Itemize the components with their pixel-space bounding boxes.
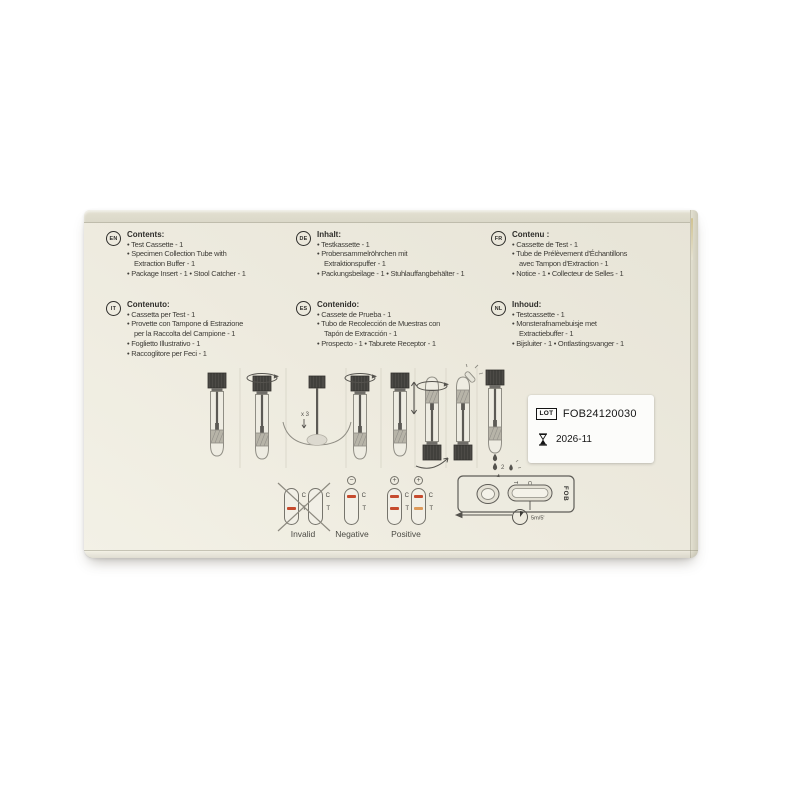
contents-lines-es [317, 310, 440, 349]
box-side-edge [690, 210, 698, 558]
dip-arrow-icon [302, 419, 306, 428]
contents-line: Extractiebuffer - 1 [519, 329, 574, 339]
control-line [390, 495, 399, 498]
lot-sticker [528, 395, 654, 463]
contents-line: • Cassete de Prueba - 1 [317, 309, 392, 319]
contents-line: • Foglietto Illustrativo - 1 [127, 338, 201, 348]
result-window [411, 488, 433, 525]
contents-block-en [106, 230, 298, 279]
contents-block-nl [491, 300, 683, 349]
cassette-fob-label: FOB [562, 486, 569, 502]
contents-line: • Cassette de Test - 1 [512, 239, 578, 249]
cassette-diagram [454, 460, 588, 534]
window-letter-c: C [404, 493, 409, 499]
window-letter-c: C [361, 493, 366, 499]
contents-line: per la Raccolta del Campione - 1 [134, 329, 236, 339]
result-label-positive: Positive [391, 529, 421, 539]
window-letter-t: T [302, 506, 306, 512]
timer-clock-icon [513, 510, 528, 525]
cassette-letter-t: T [512, 481, 518, 485]
sample-drop-icon [509, 460, 521, 471]
contents-block-es [296, 300, 488, 349]
contents-line: • Tube de Prélèvement d'Échantillons [512, 249, 628, 259]
hourglass-expiry-icon [538, 433, 548, 446]
contents-line: • Raccoglitore per Feci - 1 [127, 348, 207, 358]
minus-symbol-icon: − [347, 476, 356, 485]
contents-line: avec Tampon d'Extraction - 1 [519, 259, 609, 269]
result-window [387, 488, 409, 525]
expiry-date: 2026-11 [556, 433, 592, 445]
contents-line: • Provette con Tampone di Estrazione [127, 319, 244, 329]
box-lid-fold [84, 210, 698, 223]
tube-step-closed [208, 373, 226, 456]
window-letter-c: C [428, 493, 433, 499]
window-letter-t: T [429, 506, 433, 512]
instruction-diagrams [183, 364, 515, 474]
lot-number: FOB24120030 [562, 408, 637, 420]
contents-title-en: Contents: [127, 230, 165, 239]
result-label-negative: Negative [335, 529, 369, 539]
contents-title-es: Contenido: [317, 300, 360, 309]
tube-step-snap-tip [454, 364, 483, 460]
invalid-cross-icon [277, 482, 331, 532]
language-badge-nl: NL [491, 301, 506, 316]
language-badge-de: DE [296, 231, 311, 246]
contents-lines-nl [512, 310, 624, 349]
dip-count-label: x 3 [301, 412, 310, 418]
drops-count-label: 2 [501, 465, 505, 471]
contents-line: • Packungsbeilage - 1 • Stuhlauffangbehälter - 1 [317, 268, 465, 278]
contents-title-de: Inhalt: [317, 230, 341, 239]
language-badge-en: EN [106, 231, 121, 246]
contents-title-fr: Contenu : [512, 230, 550, 239]
language-badge-fr: FR [491, 231, 506, 246]
product-box-back [84, 210, 698, 558]
contents-block-fr [491, 230, 683, 279]
contents-line: • Probensammelröhrchen mit [317, 249, 408, 259]
contents-line: Extraktionspuffer - 1 [324, 259, 386, 269]
result-label-invalid: Invalid [290, 529, 316, 539]
contents-lines-fr [512, 240, 627, 279]
lot-symbol: LOT [536, 408, 557, 420]
window-letter-t: T [405, 506, 409, 512]
box-bottom-crease [84, 550, 698, 558]
faint-test-line [414, 507, 423, 510]
window-letter-t: T [362, 506, 366, 512]
language-badge-es: ES [296, 301, 311, 316]
tube-step-recap [345, 374, 377, 460]
result-window [344, 488, 366, 525]
contents-line: • Testkassette - 1 [317, 239, 370, 249]
timer-duration-label: 5m/5' [531, 515, 545, 522]
contents-title-it: Contenuto: [127, 300, 170, 309]
contents-line: • Cassetta per Test - 1 [127, 309, 196, 319]
contents-block-de [296, 230, 488, 279]
contents-line: • Specimen Collection Tube with [127, 249, 227, 259]
contents-line: • Package Insert - 1 • Stool Catcher - 1 [127, 268, 246, 278]
tube-step-invert [416, 377, 449, 468]
plus-symbol-icon: + [390, 476, 399, 485]
window-letter-t: T [326, 506, 330, 512]
contents-line: • Prospecto - 1 • Taburete Receptor - 1 [317, 338, 436, 348]
contents-line: Extraction Buffer - 1 [134, 259, 195, 269]
dip-applicator-step [283, 376, 351, 446]
window-letter-c: C [301, 493, 306, 499]
cassette-letter-c: C [526, 481, 532, 485]
contents-line: • Bijsluiter - 1 • Ontlastingsvanger - 1 [512, 338, 624, 348]
contents-title-nl: Inhoud: [512, 300, 542, 309]
contents-line: • Test Cassette - 1 [127, 239, 184, 249]
test-line [390, 507, 399, 510]
tube-step-unscrew-cap [247, 374, 279, 460]
tube-step-shake [391, 373, 417, 456]
control-line [347, 495, 356, 498]
plus-symbol-icon: + [414, 476, 423, 485]
contents-line: • Tubo de Recolección de Muestras con [317, 319, 441, 329]
contents-lines-it [127, 310, 243, 359]
contents-line: • Monsterafnamebuisje met [512, 319, 597, 329]
tube-step-dispense [486, 370, 505, 471]
box-edge-highlight [691, 218, 693, 260]
contents-line: • Notice - 1 • Collecteur de Selles - 1 [512, 268, 624, 278]
control-line [414, 495, 423, 498]
contents-lines-en [127, 240, 246, 279]
contents-lines-de [317, 240, 464, 279]
window-letter-c: C [325, 493, 330, 499]
contents-block-it [106, 300, 298, 358]
contents-line: • Testcassette - 1 [512, 309, 565, 319]
shake-arrows-icon [411, 382, 416, 414]
contents-line: Tapón de Extracción - 1 [324, 329, 398, 339]
language-badge-it: IT [106, 301, 121, 316]
read-result-arrow [456, 512, 512, 517]
